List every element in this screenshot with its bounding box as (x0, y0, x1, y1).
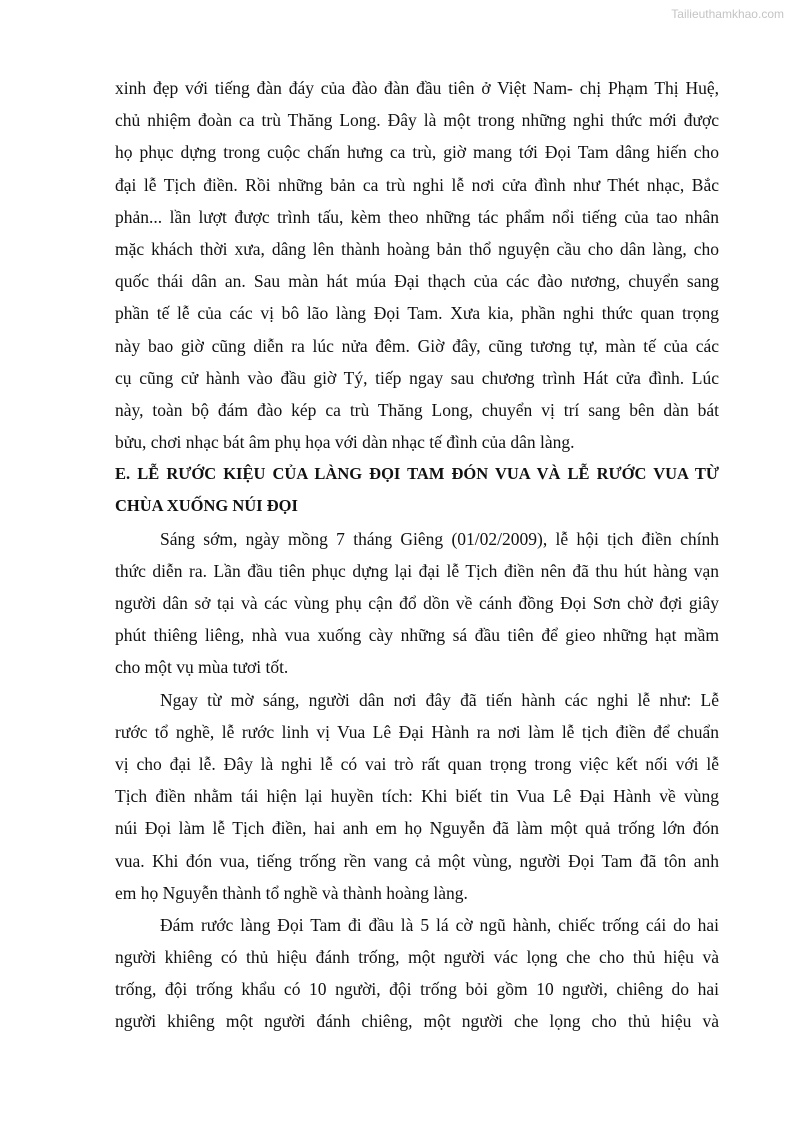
text-line: Đám rước làng Đọi Tam đi đầu là 5 lá cờ ngũ hành, chiếc trống cái do hai (160, 914, 719, 935)
paragraph-opening-day (115, 523, 719, 684)
text-line: bửu, chơi nhạc bát âm phụ họa với dàn nhạc tế đình của dân làng. (115, 432, 575, 453)
text-line: cụ cũng cử hành vào đầu giờ Tý, tiếp ngay sau chương trình Hát cửa đình. Lúc (115, 367, 719, 388)
text-line: thức diễn ra. Lần đầu tiên phục dựng lại đại lễ Tịch điền nên đã thu hút hàng vạn (115, 560, 719, 581)
text-line: vua. Khi đón vua, tiếng trống rền vang cả một vùng, người Đọi Tam đã tôn anh (115, 850, 719, 871)
text-line: người dân sở tại và các vùng phụ cận đổ dồn về cánh đồng Đọi Sơn chờ đợi giây (115, 593, 719, 613)
heading-line: CHÙA XUỐNG NÚI ĐỌI (115, 496, 298, 516)
text-line: phần tế lễ của các vị bô lão làng Đọi Tam. Xưa kia, phần nghi thức quan trọng (115, 303, 719, 324)
watermark: Tailieuthamkhao.com (671, 7, 784, 21)
paragraph-ca-tru (115, 72, 719, 458)
document-body (115, 72, 719, 1038)
text-line: này, toàn bộ đám đào kép ca trù Thăng Long, chuyển vị trí sang bên dàn bát (115, 399, 719, 420)
text-line: vị cho đại lễ. Đây là nghi lễ có vai trò rất quan trọng trong việc kết nối với lễ (115, 753, 719, 774)
text-line: đại lễ Tịch điền. Rồi những bản ca trù nghi lễ nơi cửa đình như Thét nhạc, Bắc (115, 174, 719, 195)
paragraph-procession (115, 909, 719, 1038)
text-line: quốc thái dân an. Sau màn hát múa Đại thạch của các đào nương, chuyển sang (115, 271, 719, 292)
text-line: người khiêng có thủ hiệu đánh trống, một người vác lọng che cho thủ hiệu và (115, 947, 719, 968)
text-line: phản... lần lượt được trình tấu, kèm theo những tác phẩm nổi tiếng của tao nhân (115, 206, 719, 227)
text-line: chủ nhiệm đoàn ca trù Thăng Long. Đây là một trong những nghi thức mới được (115, 110, 719, 131)
text-line: em họ Nguyễn thành tổ nghề và thành hoàng làng. (115, 882, 468, 903)
text-line: người khiêng một người đánh chiêng, một người che lọng cho thủ hiệu và (115, 1011, 719, 1032)
text-line: Sáng sớm, ngày mồng 7 tháng Giêng (01/02/2009), lễ hội tịch điền chính (160, 528, 719, 549)
text-line: cho một vụ mùa tươi tốt. (115, 657, 289, 678)
heading-line: E. LỄ RƯỚC KIỆU CỦA LÀNG ĐỌI TAM ĐÓN VUA VÀ LỄ RƯỚC VUA TỪ (115, 464, 719, 484)
section-heading (115, 458, 719, 522)
text-line: phút thiêng liêng, nhà vua xuống cày những sá đầu tiên để gieo những hạt mầm (115, 625, 719, 646)
text-line: núi Đọi làm lễ Tịch điền, hai anh em họ Nguyễn đã làm một quả trống lớn đón (115, 818, 719, 839)
text-line: họ phục dựng trong cuộc chấn hưng ca trù, giờ mang tới Đọi Tam dâng hiến cho (115, 142, 719, 163)
text-line: rước tổ nghề, lễ rước linh vị Vua Lê Đại Hành ra nơi làm lễ tịch điền để chuẩn (115, 721, 719, 742)
text-line: trống, đội trống khẩu có 10 người, đội trống bỏi gồm 10 người, chiêng do hai (115, 979, 719, 1000)
paragraph-morning-rites (115, 684, 719, 909)
text-line: mặc khách thời xưa, dâng lên thành hoàng bản thổ nguyện cầu cho dân làng, cho (115, 238, 719, 259)
text-line: xinh đẹp với tiếng đàn đáy của đào đàn đầu tiên ở Việt Nam- chị Phạm Thị Huệ, (115, 78, 719, 98)
text-line: Ngay từ mờ sáng, người dân nơi đây đã tiến hành các nghi lễ như: Lễ (160, 689, 719, 710)
text-line: này bao giờ cũng diễn ra lúc nửa đêm. Giờ đây, cũng tương tự, màn tế của các (115, 335, 719, 356)
text-line: Tịch điền nhằm tái hiện lại huyền tích: Khi biết tin Vua Lê Đại Hành về vùng (115, 786, 719, 807)
